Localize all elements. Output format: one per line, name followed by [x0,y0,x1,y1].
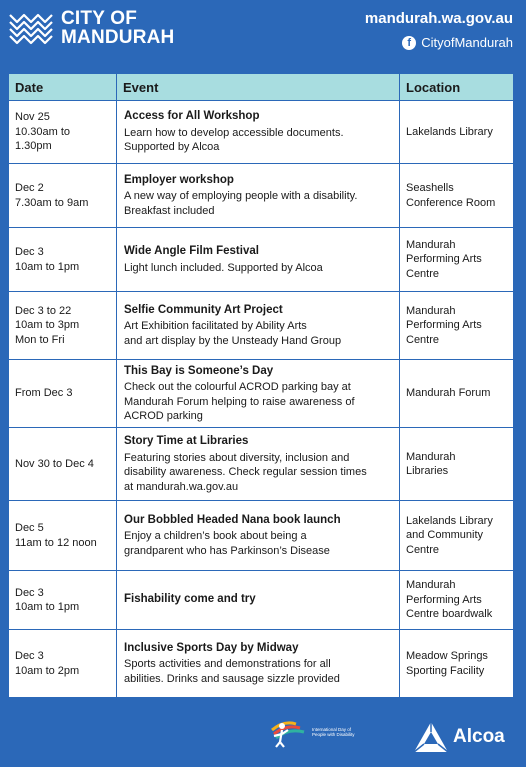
event-location-cell [400,292,514,360]
event-date-line: Nov 25 [15,111,50,124]
event-date-cell [9,228,117,292]
event-date-line: From Dec 3 [15,387,73,400]
event-date-cell [9,292,117,360]
wave-logo-icon [8,11,54,45]
event-location-cell [400,228,514,292]
event-description-line: grandparent who has Parkinson’s Disease [124,544,330,557]
table-row [9,164,514,228]
event-title: Selfie Community Art Project [124,303,283,316]
event-cell [117,101,400,164]
event-location-line: Mandurah [406,579,456,592]
event-location-line: Seashells [406,182,454,194]
org-name-line1: CITY OF [61,8,137,29]
table-row [9,630,514,698]
event-location-cell [400,101,514,164]
event-description-line: and art display by the Unsteady Hand Group [124,334,342,347]
city-of-mandurah-logo[interactable] [8,9,174,47]
event-location-cell [400,360,514,428]
event-location-line: Lakelands Library [406,125,493,138]
event-location-line: Libraries [406,465,449,477]
event-description-line: Enjoy a children’s book about being a [124,530,307,543]
event-location-cell [400,428,514,501]
events-table [8,73,514,698]
event-title: Story Time at Libraries [124,435,249,447]
event-cell [117,630,400,698]
event-date-line: 10.30am to [15,125,71,138]
event-location-line: Centre [406,333,440,346]
event-date-line: Dec 3 [15,586,44,599]
event-title: Wide Angle Film Festival [124,245,259,257]
idpd-logo [270,716,355,748]
event-title: This Bay is Someone’s Day [124,364,274,377]
idpd-figure-icon [270,716,310,748]
event-date-line: Dec 5 [15,522,44,534]
event-location-line: Mandurah [406,304,456,317]
table-row [9,101,514,164]
event-cell [117,228,400,292]
social-handle: CityofMandurah [421,35,513,50]
idpd-text-line: People with Disability [312,732,355,737]
event-date-line: Dec 3 [15,246,44,258]
event-description-line: Mandurah Forum helping to raise awareness of [124,395,355,408]
event-date-line: Dec 3 to 22 [15,304,72,317]
org-name [61,9,174,47]
table-row [9,501,514,571]
table-row [9,428,514,501]
facebook-icon: f [402,36,416,50]
sponsor-name: Alcoa [453,726,505,747]
event-description-line: Breakfast included [124,204,215,217]
event-title: Access for All Workshop [124,110,260,123]
social-link[interactable] [402,35,513,50]
event-date-line: 10am to 3pm [15,319,80,332]
event-description-line: ACROD parking [124,410,203,422]
event-cell [117,360,400,428]
event-date-line: Dec 2 [15,182,44,194]
event-title: Our Bobbled Headed Nana book launch [124,513,341,526]
event-title: Inclusive Sports Day by Midway [124,641,299,654]
event-location-line: Lakelands Library [406,514,493,527]
event-location-line: Meadow Springs [406,650,488,662]
event-date-cell [9,164,117,228]
event-description-line: Sports activities and demonstrations for all [124,658,331,671]
event-date-line: Dec 3 [15,650,44,662]
event-description-line: abilities. Drinks and sausage sizzle provided [124,672,340,685]
event-date-cell [9,360,117,428]
event-location-cell [400,571,514,630]
event-location-line: Performing Arts [406,319,482,332]
event-location-line: Centre [406,543,440,556]
event-date-line: 10am to 1pm [15,260,80,273]
event-date-line: 10am to 1pm [15,601,80,613]
date-column-header: Date [9,74,117,101]
event-location-line: and Community [406,529,484,542]
event-column-header: Event [117,74,400,101]
event-date-cell [9,571,117,630]
event-date-line: 7.30am to 9am [15,196,89,209]
event-location-cell [400,164,514,228]
event-location-line: Mandurah Forum [406,387,491,400]
event-cell [117,501,400,571]
event-cell [117,164,400,228]
event-date-cell [9,501,117,571]
event-location-line: Centre [406,267,440,280]
event-date-cell [9,101,117,164]
table-row [9,360,514,428]
event-date-line: 1.30pm [15,140,52,153]
event-location-cell [400,630,514,698]
idpd-text [312,727,355,737]
event-title: Fishability come and try [124,592,256,605]
event-description-line: Light lunch included. Supported by Alcoa [124,261,323,274]
event-location-line: Mandurah [406,450,456,463]
event-date-cell [9,630,117,698]
event-description-line: Art Exhibition facilitated by Ability Arts [124,320,307,333]
event-description-line: A new way of employing people with a disability. [124,190,358,203]
event-location-line: Performing Arts [406,593,482,606]
org-name-line2: MANDURAH [61,27,175,48]
event-description-line: Featuring stories about diversity, inclusion and [124,451,350,464]
event-description-line: Check out the colourful ACROD parking bay at [124,381,351,393]
location-column-header: Location [400,74,514,101]
event-location-line: Centre boardwalk [406,608,493,621]
event-description-line: Learn how to develop accessible documents. [124,126,344,139]
event-location-cell [400,501,514,571]
event-description-line: disability awareness. Check regular session times [124,466,367,478]
event-location-line: Sporting Facility [406,664,485,677]
event-description-line: at mandurah.wa.gov.au [124,480,239,493]
event-location-line: Conference Room [406,196,496,209]
event-cell [117,571,400,630]
event-date-cell [9,428,117,501]
alcoa-triangle-icon [413,721,449,753]
event-date-line: 10am to 2pm [15,664,80,677]
event-date-line: 11am to 12 noon [15,536,97,549]
table-row [9,571,514,630]
table-header-row [9,74,514,101]
event-date-line: Mon to Fri [15,333,65,346]
page-header [0,0,526,68]
event-location-line: Performing Arts [406,253,482,266]
website-link[interactable]: mandurah.wa.gov.au [364,10,513,27]
event-date-line: Nov 30 to Dec 4 [15,457,94,470]
event-title: Employer workshop [124,173,234,186]
alcoa-logo [413,721,505,753]
table-row [9,292,514,360]
event-cell [117,428,400,501]
page-footer [0,700,526,767]
event-cell [117,292,400,360]
table-row [9,228,514,292]
event-location-line: Mandurah [406,238,456,251]
idpd-text-line: International Day of [312,727,352,732]
event-description-line: Supported by Alcoa [124,141,220,154]
